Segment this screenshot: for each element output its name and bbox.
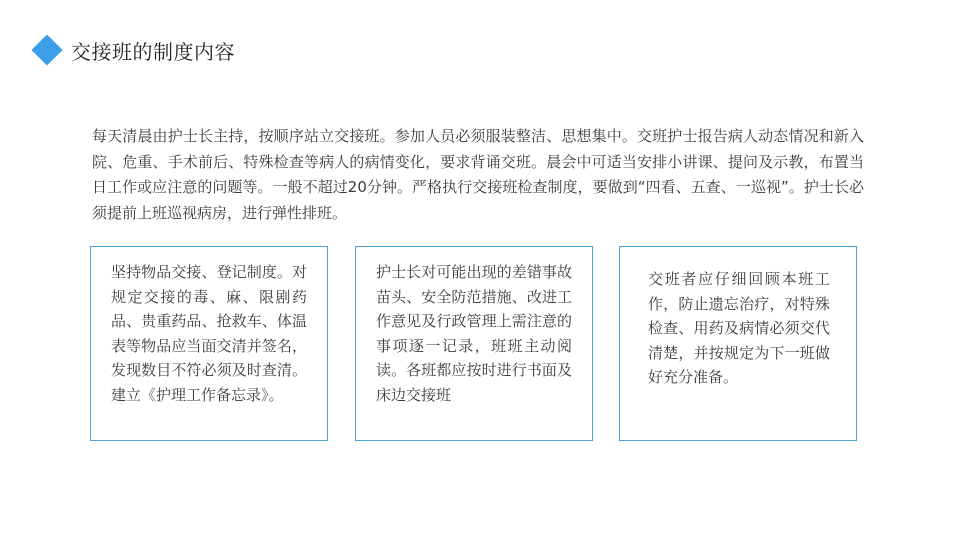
- diamond-icon: [31, 34, 62, 65]
- card-item-head-nurse-records: [355, 246, 593, 441]
- card-item-shift-review: [619, 246, 857, 441]
- slide-header: [30, 32, 235, 68]
- intro-paragraph: 每天清晨由护士长主持，按顺序站立交接班。参加人员必须服装整洁、思想集中。交班护士报告病人动态情况和新入院、危重、手术前后、特殊检查等病人的病情变化，要求背诵交班。晨会中可适当安排小讲课、提问及示教，布置当日工作或应注意的问题等。一般不超过20分钟。严格执行交接班检查制度，要做到“四看、五查、一巡视”。护士长必须提前上班巡视病房，进行弹性排班。: [92, 127, 864, 222]
- slide-title: 交接班的制度内容: [71, 39, 235, 64]
- card-text: 护士长对可能出现的差错事故苗头、安全防范措施、改进工作意见及行政管理上需注意的事项逐一记录，班班主动阅读。各班都应按时进行书面及床边交接班: [376, 263, 572, 404]
- card-text: 交班者应仔细回顾本班工作，防止遗忘治疗，对特殊检查、用药及病情必须交代清楚，并按规定为下一班做好充分准备。: [648, 270, 830, 386]
- card-text: 坚持物品交接、登记制度。对规定交接的毒、麻、限剧药品、贵重药品、抢救车、体温表等物品应当面交清并签名，发现数目不符必须及时查清。建立《护理工作备忘录》。: [111, 263, 307, 404]
- card-item-handover-records: [90, 246, 328, 441]
